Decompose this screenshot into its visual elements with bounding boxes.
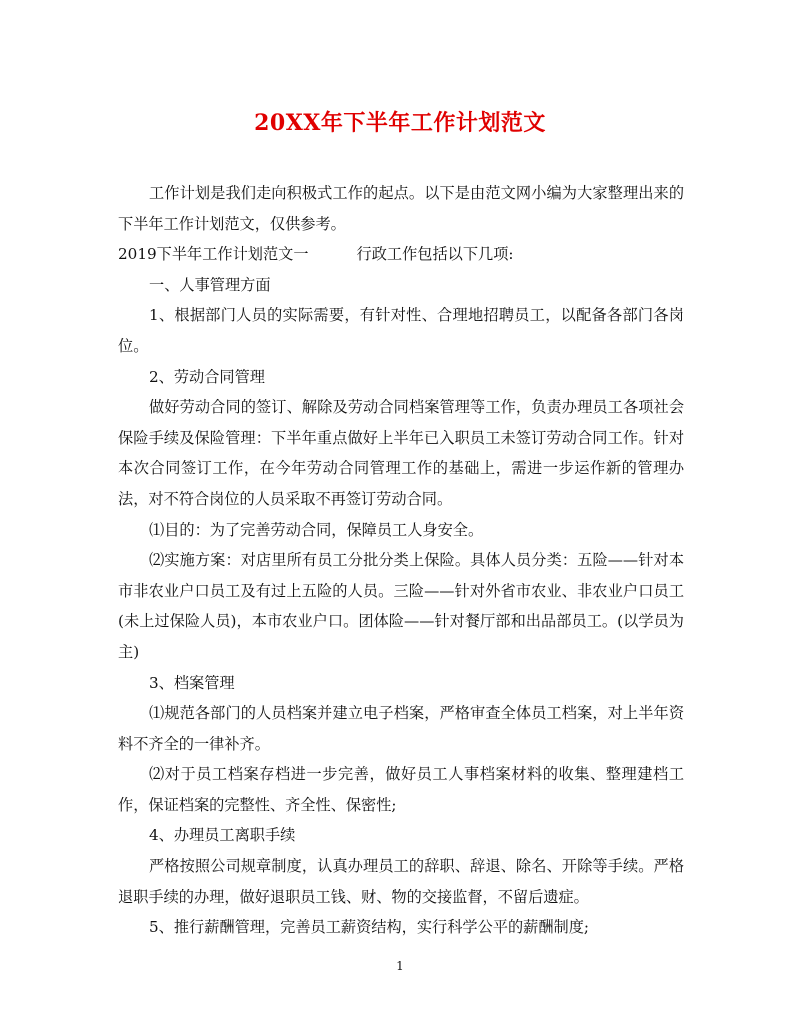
sample-subheading: 行政工作包括以下几项: <box>356 245 514 264</box>
item-labor-contract-heading: 2、劳动合同管理 <box>149 367 265 386</box>
resignation-paragraph: 严格按照公司规章制度，认真办理员工的辞职、辞退、除名、开除等手续。严格退职手续的办理，做好退职员工钱、财、物的交接监督，不留后遗症。 <box>118 857 684 906</box>
sample-heading: 2019下半年工作计划范文一 <box>118 245 309 264</box>
sample-line <box>118 239 684 270</box>
page-number: 1 <box>396 959 404 973</box>
item-archive-heading: 3、档案管理 <box>149 673 235 692</box>
contract-implementation: ⑵实施方案：对店里所有员工分批分类上保险。具体人员分类：五险——针对本市非农业户口员工及有过上五险的人员。三险——针对外省市农业、非农业户口员工(未上过保险人员)，本市农业户口。团体险——针对餐厅部和出品部员工。(以学员为主) <box>118 551 684 661</box>
item-salary-management: 5、推行薪酬管理，完善员工薪资结构，实行科学公平的薪酬制度; <box>149 918 590 937</box>
contract-purpose: ⑴目的：为了完善劳动合同，保障员工人身安全。 <box>149 520 484 539</box>
document-title: 20XX年下半年工作计划范文 <box>254 110 546 136</box>
document-body <box>118 178 684 943</box>
archive-rule-1: ⑴规范各部门的人员档案并建立电子档案，严格审查全体员工档案，对上半年资料不齐全的一律补齐。 <box>118 704 684 753</box>
section-heading-personnel: 一、人事管理方面 <box>149 275 271 294</box>
intro-paragraph: 工作计划是我们走向积极式工作的起点。以下是由范文网小编为大家整理出来的下半年工作计划范文，仅供参考。 <box>118 184 684 233</box>
archive-rule-2: ⑵对于员工档案存档进一步完善，做好员工人事档案材料的收集、整理建档工作，保证档案的完整性、齐全性、保密性; <box>118 765 684 814</box>
item-resignation-heading: 4、办理员工离职手续 <box>149 826 296 845</box>
labor-contract-paragraph: 做好劳动合同的签订、解除及劳动合同档案管理等工作，负责办理员工各项社会保险手续及保险管理：下半年重点做好上半年已入职员工未签订劳动合同工作。针对本次合同签订工作，在今年劳动合同管理工作的基础上，需进一步运作新的管理办法，对不符合岗位的人员采取不再签订劳动合同。 <box>118 398 684 508</box>
item-recruitment: 1、根据部门人员的实际需要，有针对性、合理地招聘员工，以配备各部门各岗位。 <box>118 306 684 355</box>
